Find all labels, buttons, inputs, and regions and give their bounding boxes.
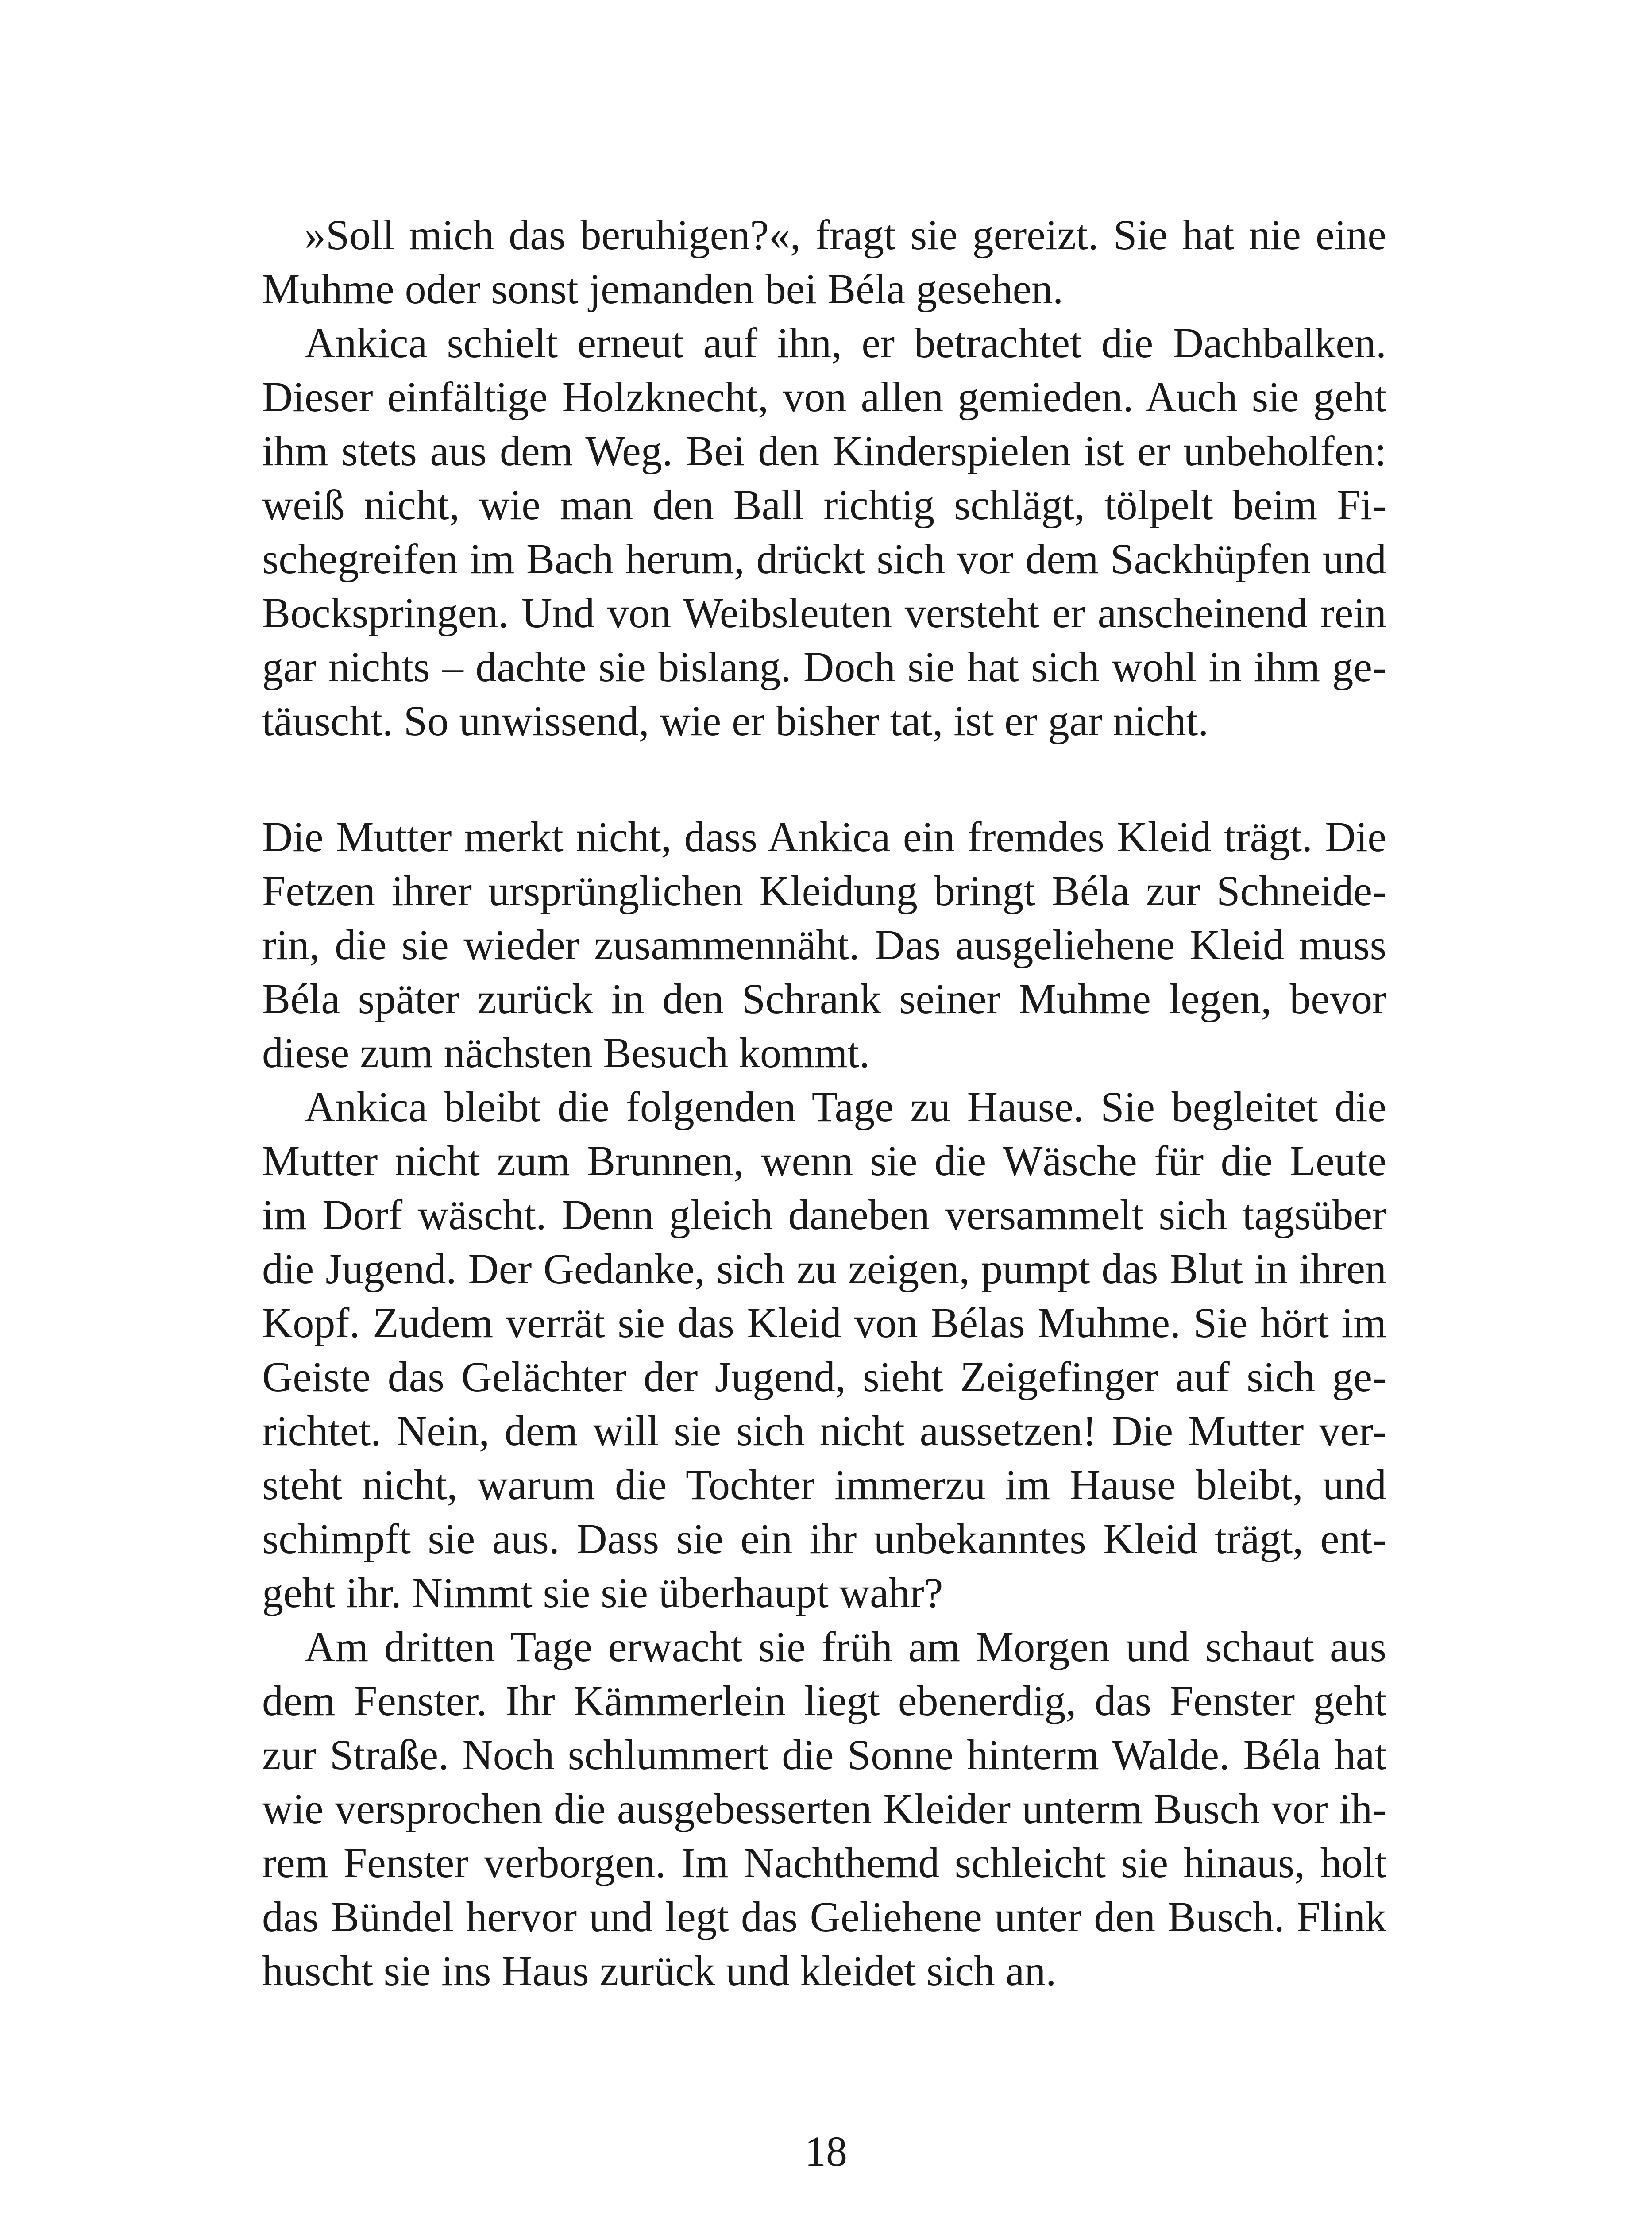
text-line: geht ihr. Nimmt sie sie überhaupt wahr? (262, 1569, 943, 1616)
text-line: im Dorf wäscht. Denn gleich daneben versammelt sich tagsüber (262, 1191, 1386, 1238)
text-line: gar nichts – dachte sie bislang. Doch sie hat sich wohl in ihm ge- (262, 643, 1386, 690)
text-line: Mutter nicht zum Brunnen, wenn sie die Wäsche für die Leute (262, 1137, 1386, 1184)
text-line: Die Mutter merkt nicht, dass Ankica ein fremdes Kleid trägt. Die (262, 813, 1386, 860)
text-line: Dieser einfältige Holzknecht, von allen gemieden. Auch sie geht (262, 373, 1386, 420)
text-line: Muhme oder sonst jemanden bei Béla gesehen. (262, 265, 1064, 312)
text-line: wie versprochen die ausgebesserten Kleider unterm Busch vor ih- (262, 1785, 1386, 1832)
text-line: rin, die sie wieder zusammennäht. Das ausgeliehene Kleid muss (262, 921, 1386, 968)
text-line: Geiste das Gelächter der Jugend, sieht Zeigefinger auf sich ge- (262, 1353, 1386, 1400)
text-line: huscht sie ins Haus zurück und kleidet sich an. (262, 1947, 1057, 1994)
text-line: weiß nicht, wie man den Ball richtig schlägt, tölpelt beim Fi- (262, 481, 1386, 528)
text-section-2 (262, 810, 1386, 1998)
text-line: steht nicht, warum die Tochter immerzu im Hause bleibt, und (262, 1461, 1386, 1508)
text-line: rem Fenster verborgen. Im Nachthemd schleicht sie hinaus, holt (262, 1839, 1386, 1886)
text-section-1 (262, 208, 1386, 748)
text-line: zur Straße. Noch schlummert die Sonne hinterm Walde. Béla hat (262, 1731, 1386, 1778)
text-line: richtet. Nein, dem will sie sich nicht aussetzen! Die Mutter ver- (262, 1407, 1386, 1454)
text-line: diese zum nächsten Besuch kommt. (262, 1029, 870, 1076)
text-line: schegreifen im Bach herum, drückt sich vor dem Sackhüpfen und (262, 535, 1386, 582)
text-line: »Soll mich das beruhigen?«, fragt sie gereizt. Sie hat nie eine (305, 211, 1386, 258)
page-number: 18 (805, 2128, 847, 2175)
text-line: ihm stets aus dem Weg. Bei den Kinderspielen ist er unbeholfen: (262, 427, 1386, 474)
text-line: Bockspringen. Und von Weibsleuten versteht er anscheinend rein (262, 589, 1386, 636)
text-line: täuscht. So unwissend, wie er bisher tat, ist er gar nicht. (262, 697, 1209, 744)
text-line: Kopf. Zudem verrät sie das Kleid von Bélas Muhme. Sie hört im (262, 1299, 1386, 1346)
text-line: das Bündel hervor und legt das Geliehene unter den Busch. Flink (262, 1893, 1386, 1940)
text-line: Ankica bleibt die folgenden Tage zu Hause. Sie begleitet die (305, 1083, 1386, 1130)
text-line: Ankica schielt erneut auf ihn, er betrachtet die Dachbalken. (305, 319, 1386, 366)
text-line: schimpft sie aus. Dass sie ein ihr unbekanntes Kleid trägt, ent- (262, 1515, 1386, 1562)
text-line: Am dritten Tage erwacht sie früh am Morgen und schaut aus (305, 1623, 1386, 1670)
text-line: Béla später zurück in den Schrank seiner Muhme legen, bevor (262, 975, 1386, 1022)
text-line: dem Fenster. Ihr Kämmerlein liegt ebenerdig, das Fenster geht (262, 1677, 1386, 1724)
text-line: Fetzen ihrer ursprünglichen Kleidung bringt Béla zur Schneide- (262, 867, 1386, 914)
text-line: die Jugend. Der Gedanke, sich zu zeigen, pumpt das Blut in ihren (262, 1245, 1386, 1292)
